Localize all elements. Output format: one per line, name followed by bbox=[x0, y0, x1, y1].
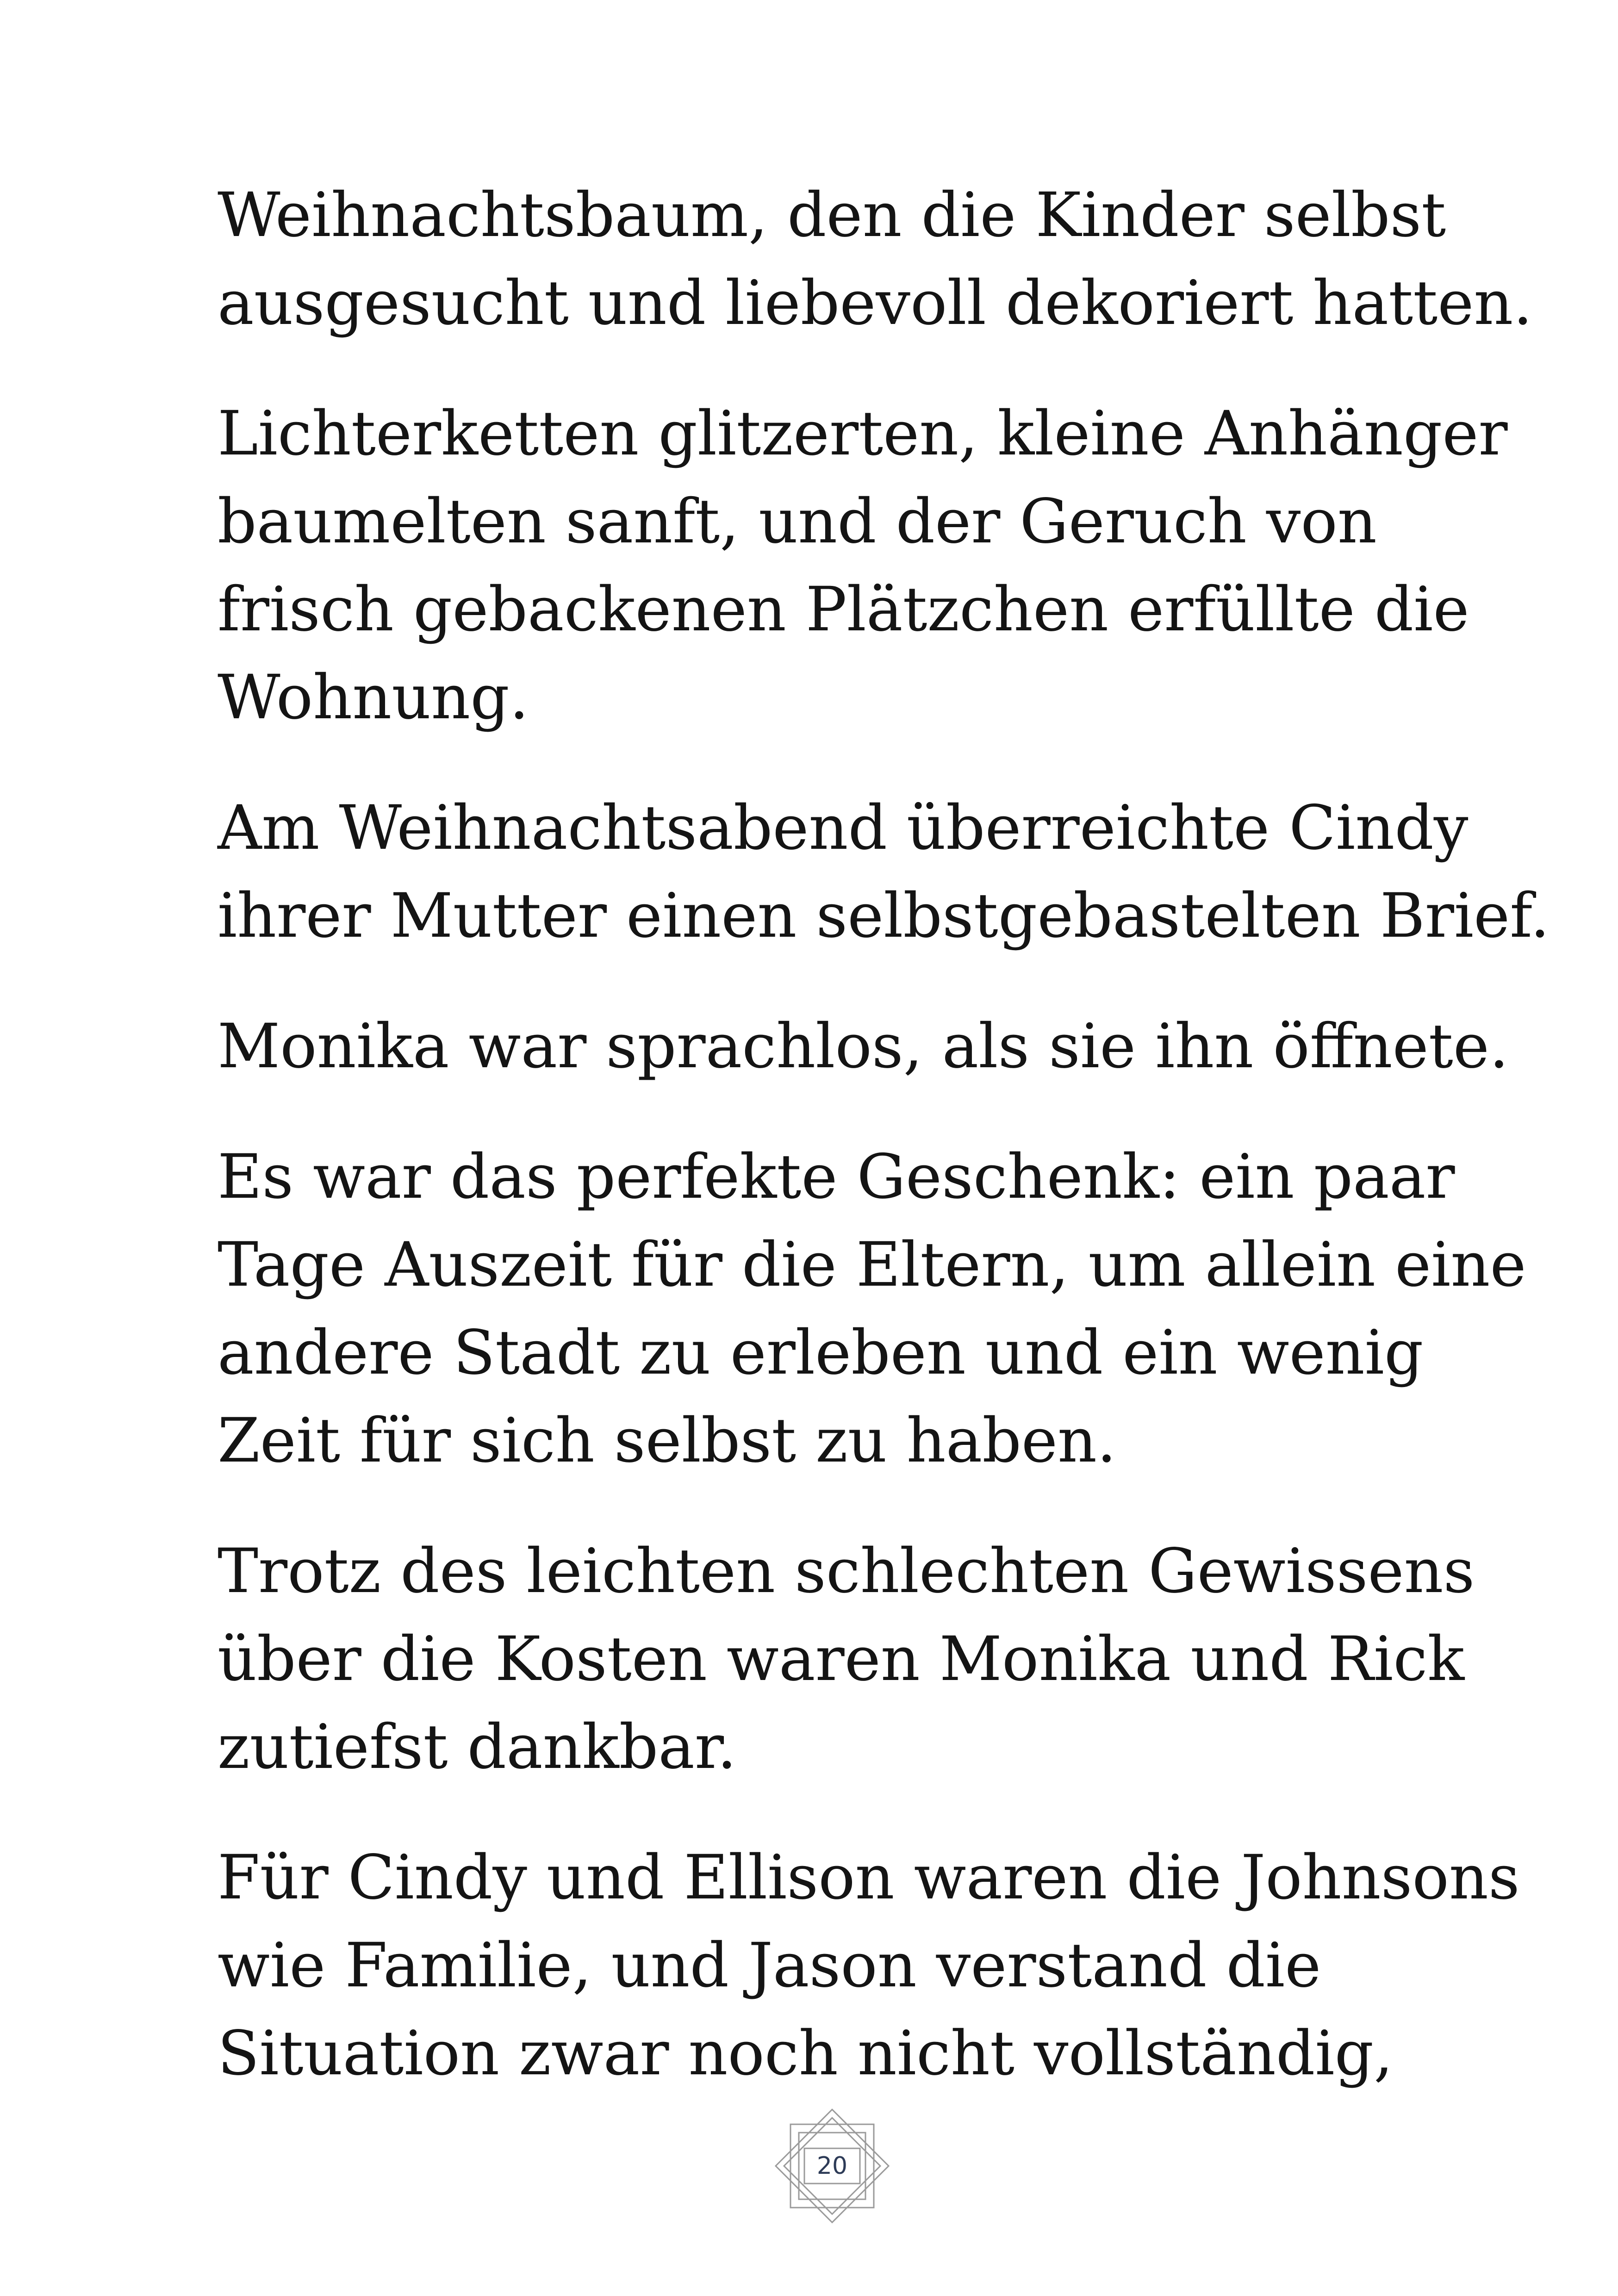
text-line: baumelten sanft, und der Geruch von bbox=[218, 486, 1377, 557]
text-line: Wohnung. bbox=[218, 662, 529, 733]
paragraph-3 bbox=[218, 784, 1550, 960]
text-line: Am Weihnachtsabend überreichte Cindy bbox=[218, 792, 1469, 864]
page-number: 20 bbox=[816, 2152, 848, 2180]
text-line: andere Stadt zu erleben und ein wenig bbox=[218, 1317, 1424, 1388]
text-line: Für Cindy und Ellison waren die Johnsons bbox=[218, 1842, 1520, 1913]
paragraph-2 bbox=[218, 390, 1508, 741]
text-line: über die Kosten waren Monika und Rick bbox=[218, 1624, 1465, 1695]
paragraph-1 bbox=[218, 171, 1533, 347]
text-line: Weihnachtsbaum, den die Kinder selbst bbox=[218, 180, 1446, 251]
text-line: ihrer Mutter einen selbstgebastelten Brief. bbox=[218, 880, 1550, 952]
page-number-ornament bbox=[772, 2106, 892, 2226]
paragraph-7 bbox=[218, 1834, 1520, 2097]
text-line: Lichterketten glitzerten, kleine Anhänger bbox=[218, 398, 1508, 469]
body-text bbox=[218, 171, 1550, 2140]
text-line: Zeit für sich selbst zu haben. bbox=[218, 1405, 1116, 1476]
text-line: Tage Auszeit für die Eltern, um allein eine bbox=[218, 1229, 1526, 1300]
text-line: Trotz des leichten schlechten Gewissens bbox=[218, 1536, 1475, 1607]
paragraph-4 bbox=[218, 1002, 1509, 1090]
text-line: Situation zwar noch nicht vollständig, bbox=[218, 2018, 1394, 2089]
paragraph-6 bbox=[218, 1527, 1476, 1791]
text-line: Monika war sprachlos, als sie ihn öffnete. bbox=[218, 1011, 1509, 1082]
text-line: frisch gebackenen Plätzchen erfüllte die bbox=[218, 574, 1469, 645]
text-line: ausgesucht und liebevoll dekoriert hatten. bbox=[218, 268, 1533, 339]
text-line: zutiefst dankbar. bbox=[218, 1711, 737, 1783]
text-line: Es war das perfekte Geschenk: ein paar bbox=[218, 1141, 1455, 1213]
text-line: wie Familie, und Jason verstand die bbox=[218, 1930, 1321, 2001]
paragraph-5 bbox=[218, 1133, 1526, 1485]
